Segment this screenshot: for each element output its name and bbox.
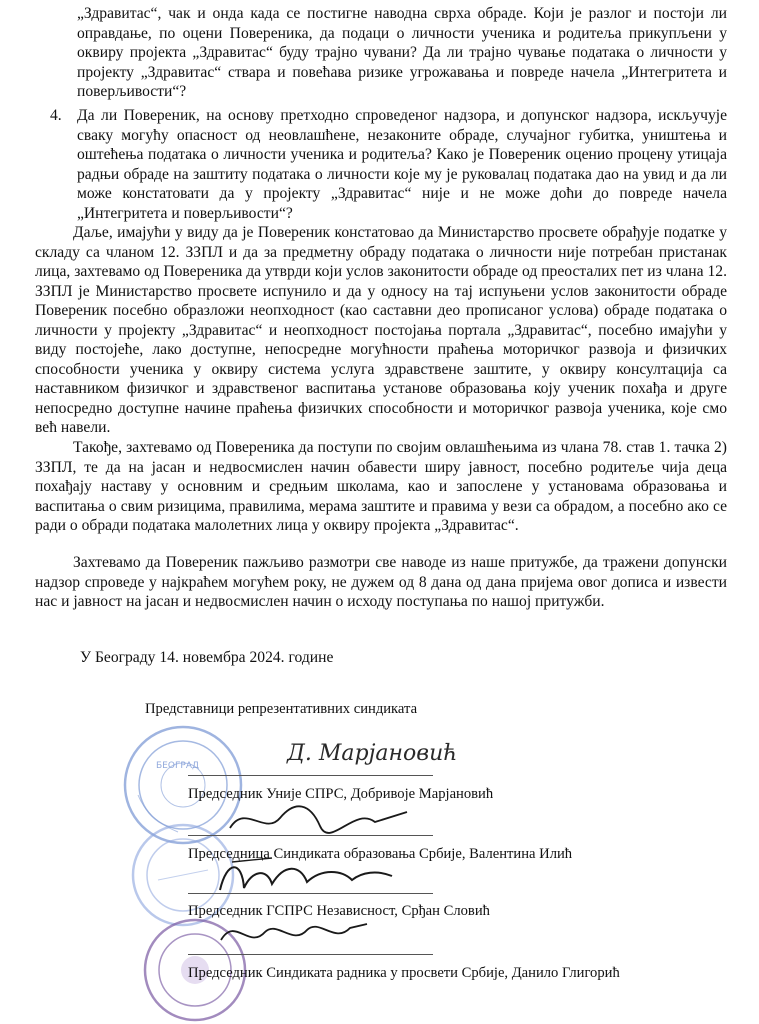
paragraph-legal-basis: Даље, имајући у виду да је Повереник констатовао да Министарство просвете обрађује податке у складу са чланом 12. ЗЗПЛ и да за предметну обраду података о личности није потребан пристанак лица, захтевамо од Повереника да утврди који услов законитости обраде од преосталих пет из члана 12. ЗЗПЛ је Министарство просвете испунило и да у односу на тај испуњени услов законитости обраде Повереник посебно образложи неопходност (као саставни део прописаног услова) обраде података о личности у пројекту „Здравитас“ и неопходност постојања портала „Здравитас“, посебно имајући у виду постојеће, лако доступне, непосредне могућности праћења моторичког развоја и физичких способности ученика у оквиру система услуга здравствене заштите, у оквиру консултација са наставником физичког и здравственог васпитања установе образовања коју ученик похађа и друге непосредно доступне начине праћења физичких способности и моторичког развоја ученика, које смо већ навели.	[35, 224, 727, 436]
signature-line	[188, 954, 433, 955]
stamp-city-text: БЕОГРАД	[156, 761, 200, 771]
signer-2: Председница Синдиката образовања Србије, Валентина Илић	[188, 846, 573, 862]
signer-1: Председник Уније СПРС, Добривоје Марјановић	[188, 786, 494, 802]
numbered-item-4	[50, 106, 727, 223]
item-number: 4.	[50, 107, 62, 124]
signer-3: Председник ГСПРС Независност, Срђан Словић	[188, 903, 490, 919]
signature-line	[188, 893, 433, 894]
signature-block	[0, 680, 759, 1024]
place-date: У Београду 14. новембра 2024. године	[80, 649, 334, 666]
continuation-paragraph: „Здравитас“, чак и онда када се постигне наводна сврха обраде. Који је разлог и постоји ли оправдање, по оцени Повереника, да подаци о личности ученика и родитеља прикупљени у оквиру пројекта „Здравитас“ буду трајно чувани? Да ли трајно чување података о личности у пројекту „Здравитас“ ствара и повећава ризике угрожавања и повреде начела „Интегритета и поверљивости“?	[77, 5, 727, 100]
handwritten-signature-text: Д. Марјановић	[287, 741, 458, 766]
signature-line	[188, 775, 433, 776]
signatures-heading: Представници репрезентативних синдиката	[145, 701, 418, 717]
paragraph-request: Захтевамо да Повереник пажљиво размотри све наводе из наше притужбе, да тражени допунски надзор спроведе у најкраћем могућем року, не дужем од 8 дана од дана пријема овог дописа и извести нас и јавност на јасан и недвосмислен начин о исходу поступања по нашој притужби.	[35, 554, 727, 610]
signature-1	[285, 730, 458, 772]
paragraph-public-notice: Такође, захтевамо од Повереника да поступи по својим овлашћењима из члана 78. став 1. тачка 2) ЗЗПЛ, те да на јасан и недвосмислен начин обавести ширу јавност, посебно родитеље чија деца похађају наставу у основним и средњим школама, као и запослене у установама образовања и васпитања о свим ризицима, правилима, мерама заштите и правима у вези са обрадом, а посебно ако се ради о обради података малолетних лица у оквиру пројекта „Здравитас“.	[35, 439, 727, 534]
signer-4: Председник Синдиката радника у просвети Србије, Данило Глигорић	[188, 965, 620, 981]
item-text: Да ли Повереник, на основу претходно спроведеног надзора, и допунског надзора, искључује сваку могућу опасност од неовлашћене, незаконите обраде, случајног губитка, уништења и оштећења података о личности ученика и родитеља? Како је Повереник оценио процену утицаја радњи обраде на заштиту података о личности које му је руковалац података дао на увид и да ли може констатовати да у пројекту „Здравитас“ није и не може доћи до повреде начела „Интегритета и поверљивости“?	[77, 107, 727, 222]
signature-line	[188, 835, 433, 836]
